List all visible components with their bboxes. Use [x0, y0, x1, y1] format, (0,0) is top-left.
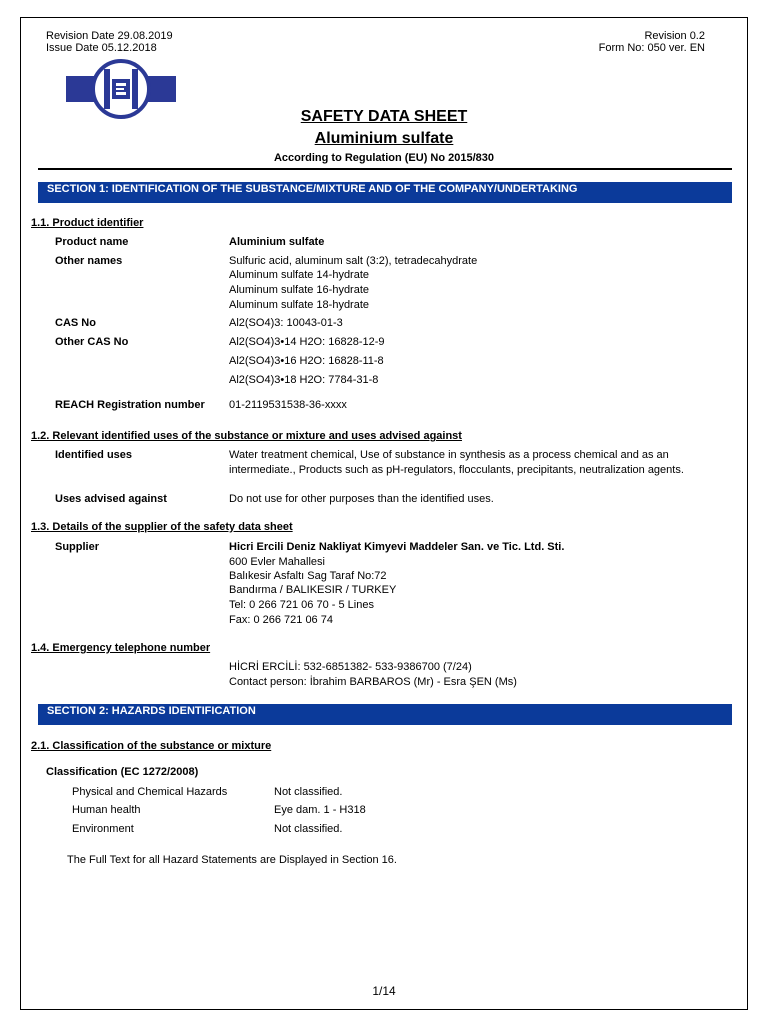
- full-text-note: The Full Text for all Hazard Statements are Displayed in Section 16.: [67, 854, 397, 866]
- product-name-value: Aluminium sulfate: [229, 236, 325, 248]
- uses-heading: 1.2. Relevant identified uses of the substance or mixture and uses advised against: [31, 430, 462, 442]
- other-name: Aluminum sulfate 16-hydrate: [229, 284, 370, 296]
- page-number: 1/14: [372, 984, 396, 998]
- product-name-label: Product name: [55, 236, 129, 248]
- product-identifier-heading: 1.1. Product identifier: [31, 217, 144, 229]
- hazard-label: Physical and Chemical Hazards: [72, 786, 228, 798]
- section-1-header: SECTION 1: IDENTIFICATION OF THE SUBSTANCE/MIXTURE AND OF THE COMPANY/UNDERTAKING: [38, 182, 732, 203]
- other-name: Aluminum sulfate 18-hydrate: [229, 299, 370, 311]
- hazard-label: Human health: [72, 804, 141, 816]
- supplier-address-line: 600 Evler Mahallesi: [229, 556, 325, 568]
- other-cas-value: Al2(SO4)3•16 H2O: 16828-11-8: [229, 355, 384, 367]
- other-names-label: Other names: [55, 255, 123, 267]
- revision-number: Revision 0.2: [644, 30, 705, 42]
- emergency-heading: 1.4. Emergency telephone number: [31, 642, 211, 654]
- other-name: Aluminum sulfate 14-hydrate: [229, 269, 370, 281]
- supplier-address-line: Bandırma / BALIKESIR / TURKEY: [229, 584, 397, 596]
- supplier-address-line: Balıkesir Asfaltı Sag Taraf No:72: [229, 570, 387, 582]
- supplier-name: Hicri Ercili Deniz Nakliyat Kimyevi Maddeler San. ve Tic. Ltd. Sti.: [229, 541, 565, 553]
- issue-date: Issue Date 05.12.2018: [46, 42, 157, 54]
- regulation-line: According to Regulation (EU) No 2015/830: [273, 152, 495, 164]
- reach-value: 01-2119531538-36-xxxx: [229, 399, 347, 411]
- emergency-phone: HİCRİ ERCİLİ: 532-6851382- 533-9386700 (7/24): [229, 661, 472, 673]
- other-cas-value: Al2(SO4)3•18 H2O: 7784-31-8: [229, 374, 379, 386]
- cas-value: Al2(SO4)3: 10043-01-3: [229, 317, 343, 329]
- hazard-label: Environment: [72, 823, 134, 835]
- document-title: SAFETY DATA SHEET: [300, 108, 468, 125]
- hazard-value: Not classified.: [274, 823, 343, 835]
- section-2-header: SECTION 2: HAZARDS IDENTIFICATION: [38, 704, 732, 725]
- supplier-fax: Fax: 0 266 721 06 74: [229, 614, 333, 626]
- identified-uses-text: intermediate., Products such as pH-regulators, flocculants, precipitants, neutralization agents.: [229, 464, 684, 476]
- uses-advised-against-label: Uses advised against: [55, 493, 167, 505]
- supplier-phone: Tel: 0 266 721 06 70 - 5 Lines: [229, 599, 374, 611]
- revision-date: Revision Date 29.08.2019: [46, 30, 173, 42]
- reach-label: REACH Registration number: [55, 399, 205, 411]
- emergency-contact: Contact person: İbrahim BARBAROS (Mr) - Esra ŞEN (Ms): [229, 676, 517, 688]
- supplier-heading: 1.3. Details of the supplier of the safety data sheet: [31, 521, 293, 533]
- cas-label: CAS No: [55, 317, 96, 329]
- supplier-label: Supplier: [55, 541, 100, 553]
- other-name: Sulfuric acid, aluminum salt (3:2), tetradecahydrate: [229, 255, 478, 267]
- identified-uses-label: Identified uses: [55, 449, 133, 461]
- product-title: Aluminium sulfate: [314, 130, 454, 147]
- hazard-value: Not classified.: [274, 786, 343, 798]
- classification-heading: 2.1. Classification of the substance or mixture: [31, 740, 272, 752]
- other-cas-label: Other CAS No: [55, 336, 129, 348]
- title-divider: [38, 168, 732, 170]
- identified-uses-text: Water treatment chemical, Use of substance in synthesis as a process chemical and as an: [229, 449, 669, 461]
- uses-advised-against-text: Do not use for other purposes than the identified uses.: [229, 493, 494, 505]
- form-number: Form No: 050 ver. EN: [598, 42, 705, 54]
- classification-subheading: Classification (EC 1272/2008): [46, 766, 199, 778]
- other-cas-value: Al2(SO4)3•14 H2O: 16828-12-9: [229, 336, 385, 348]
- hazard-value: Eye dam. 1 - H318: [274, 804, 366, 816]
